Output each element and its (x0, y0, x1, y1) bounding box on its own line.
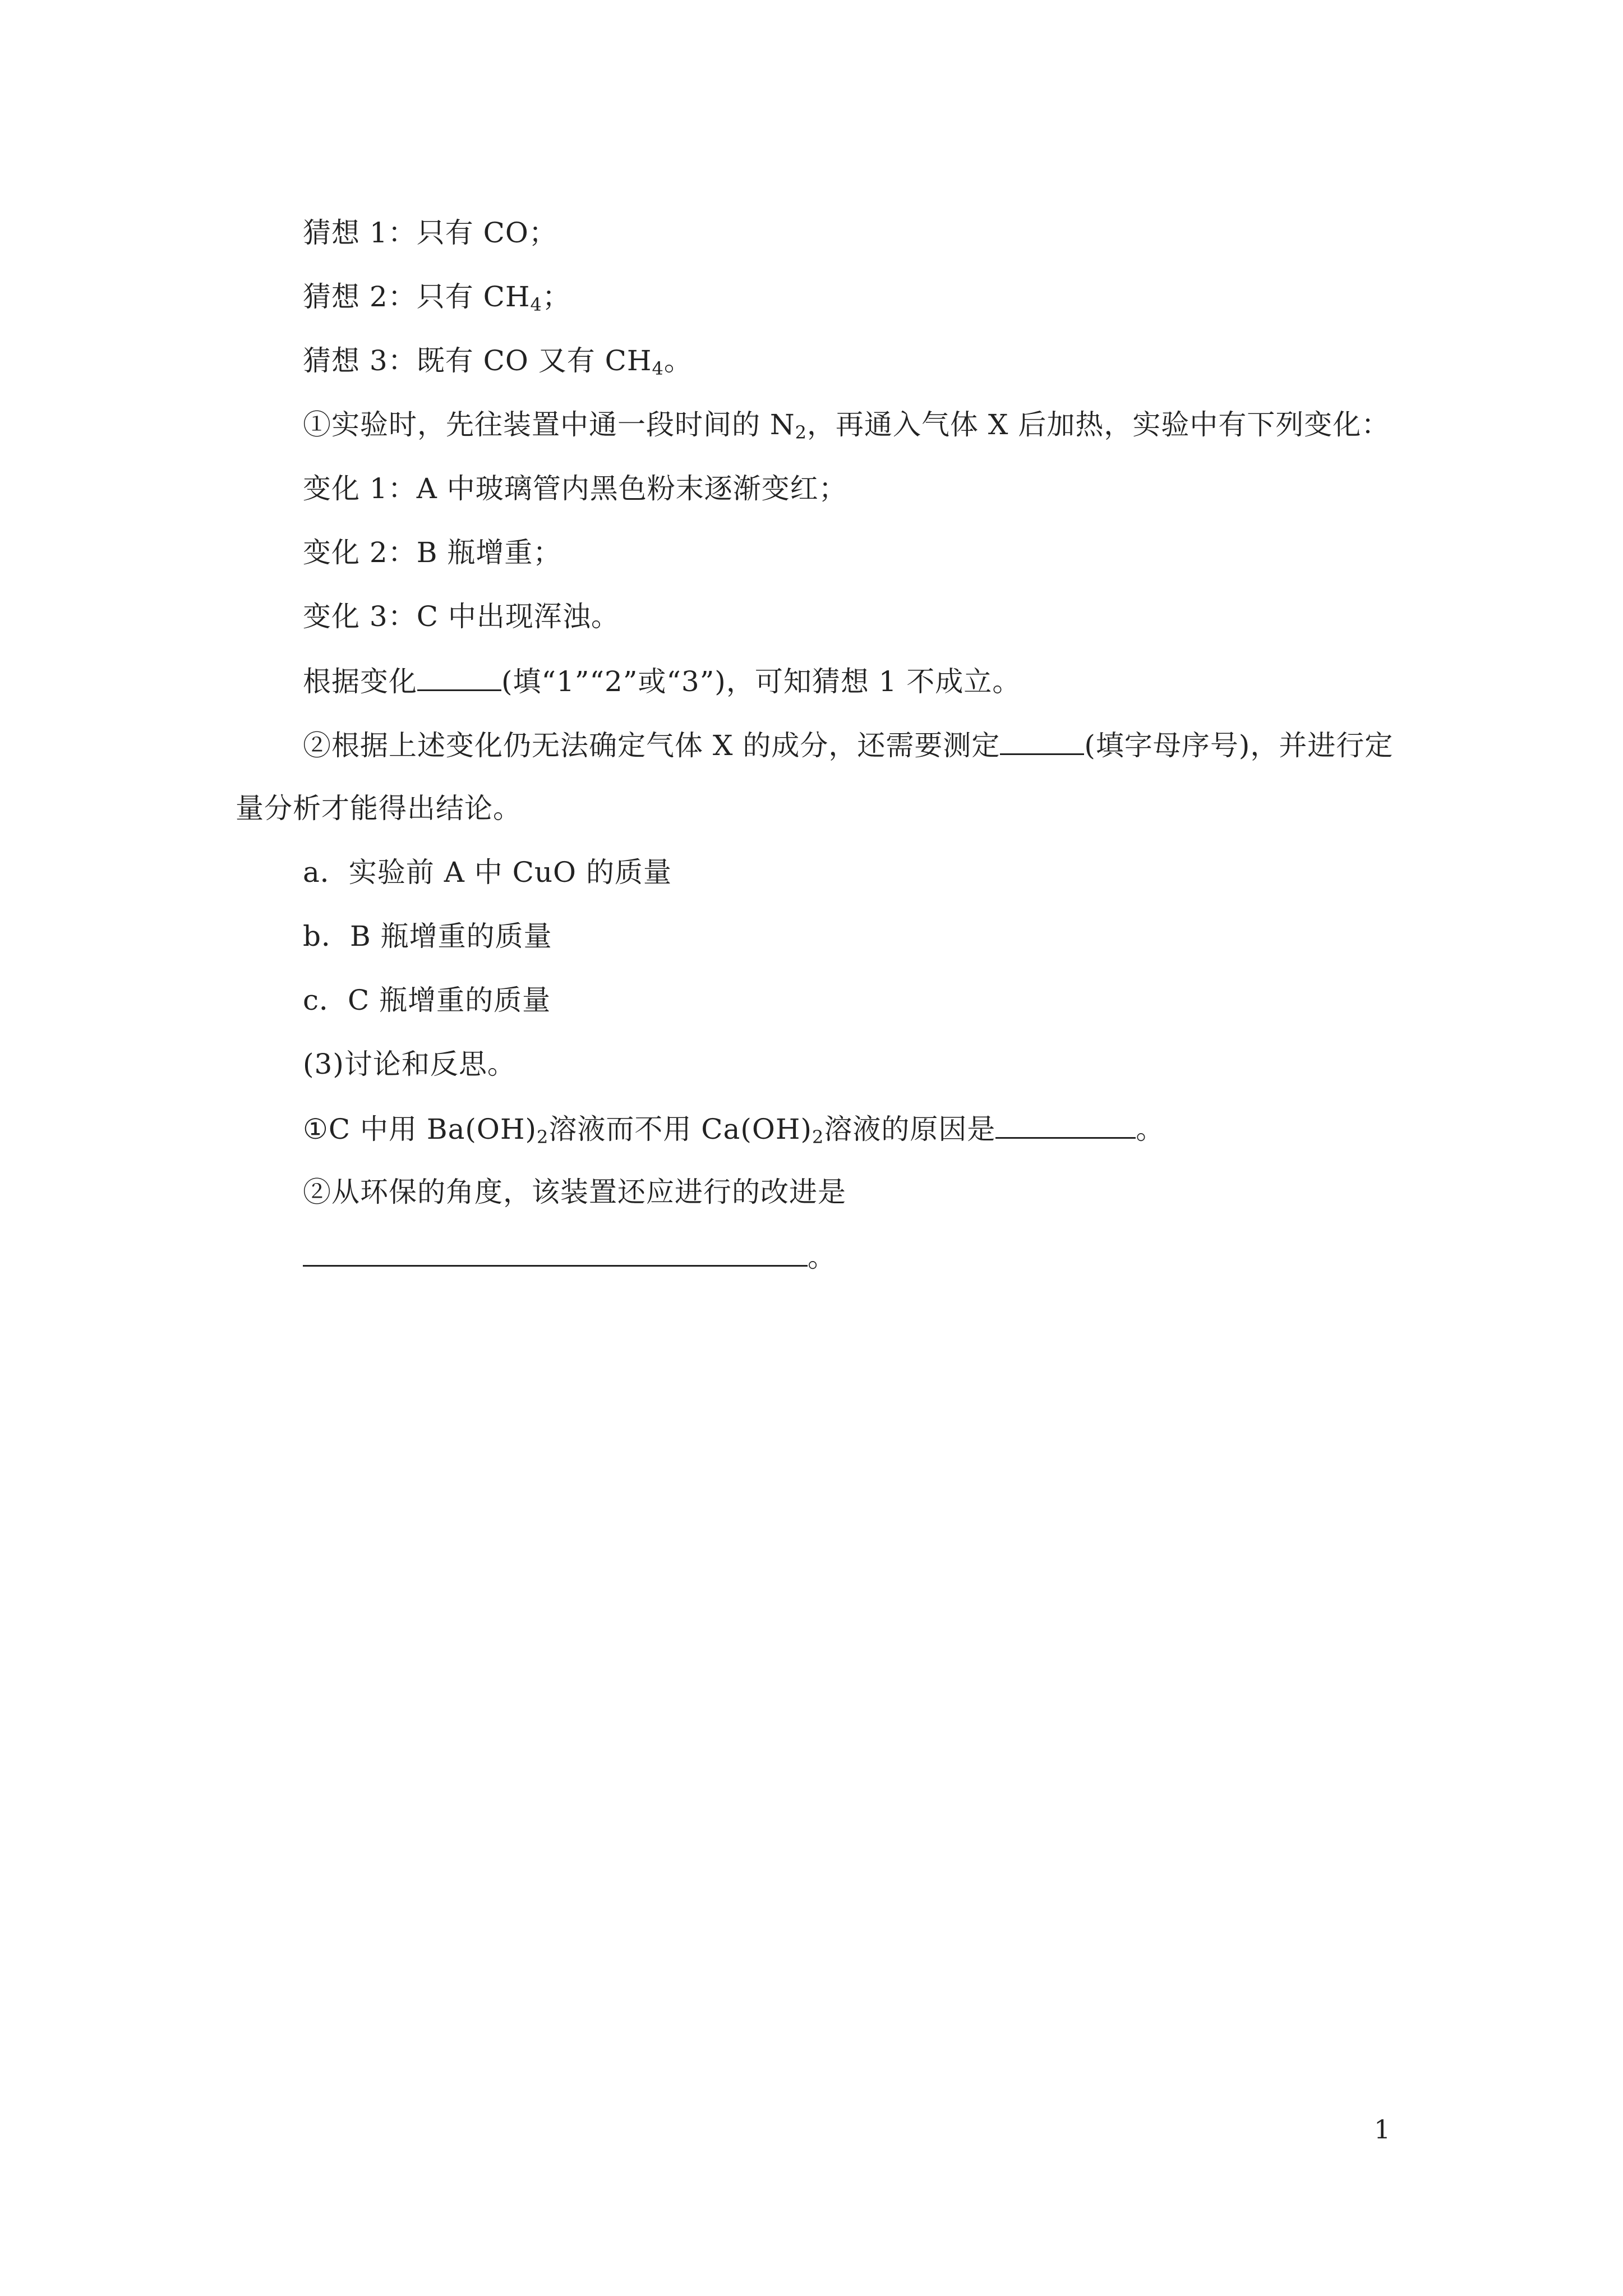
reflect-2-answer-line (303, 1239, 836, 1274)
option-a: a．实验前 A 中 CuO 的质量 (303, 856, 672, 889)
guess-3-label: 猜想 3： (303, 344, 417, 377)
reflect-1-mid: 溶液而不用 Ca(OH) (548, 1113, 812, 1145)
step-1-pre: ①实验时，先往装置中通一段时间的 N (303, 408, 795, 441)
guess-3-end: 。 (663, 344, 693, 377)
guess-2-text: 只有 CH (416, 280, 531, 313)
option-b: b．B 瓶增重的质量 (303, 920, 552, 953)
change-3: 变化 3：C 中出现浑浊。 (303, 600, 620, 633)
conclusion-post: (填“1”“2”或“3”)，可知猜想 1 不成立。 (501, 665, 1021, 698)
reflect-1-end: 。 (1136, 1113, 1165, 1145)
subscript: 2 (537, 1126, 549, 1148)
page-number: 1 (1374, 2114, 1391, 2145)
answer-blank[interactable] (995, 1111, 1136, 1139)
change-2: 变化 2：B 瓶增重； (303, 536, 562, 569)
subscript: 2 (795, 422, 808, 443)
reflect-2-end: 。 (808, 1241, 836, 1273)
step-2-pre: ②根据上述变化仍无法确定气体 X 的成分，还需要测定 (303, 729, 1000, 762)
guess-1 (303, 216, 557, 250)
guess-2 (303, 280, 571, 314)
answer-blank[interactable] (417, 664, 501, 691)
guess-3-text: 既有 CO 又有 CH (416, 344, 652, 377)
subscript: 4 (530, 294, 542, 315)
step-2-continuation: 量分析才能得出结论。 (236, 792, 522, 825)
step-1-post: ，再通入气体 X 后加热，实验中有下列变化： (807, 408, 1390, 441)
option-c: c．C 瓶增重的质量 (303, 984, 551, 1016)
reflect-2-question: ②从环保的角度，该装置还应进行的改进是 (303, 1176, 846, 1208)
step-1-instruction (303, 408, 1390, 441)
guess-3 (303, 344, 693, 378)
subscript: 4 (652, 358, 664, 379)
reflect-1-post: 溶液的原因是 (824, 1113, 996, 1145)
answer-blank[interactable] (303, 1239, 808, 1267)
step-2-post: (填字母序号)，并进行定 (1084, 729, 1394, 762)
change-1: 变化 1：A 中玻璃管内黑色粉末逐渐变红； (303, 472, 847, 505)
conclusion-pre: 根据变化 (303, 665, 417, 698)
guess-1-text: 只有 CO； (416, 217, 557, 249)
reflect-1-question (303, 1111, 1164, 1146)
section-3-heading: (3)讨论和反思。 (303, 1048, 516, 1080)
guess-2-label: 猜想 2： (303, 280, 417, 313)
reflect-1-pre: ①C 中用 Ba(OH) (303, 1113, 537, 1145)
step-2-question (303, 728, 1393, 762)
guess-2-end: ； (542, 280, 571, 313)
conclusion-question (303, 664, 1021, 698)
subscript: 2 (811, 1126, 824, 1148)
answer-blank[interactable] (1000, 728, 1084, 755)
guess-1-label: 猜想 1： (303, 217, 417, 249)
